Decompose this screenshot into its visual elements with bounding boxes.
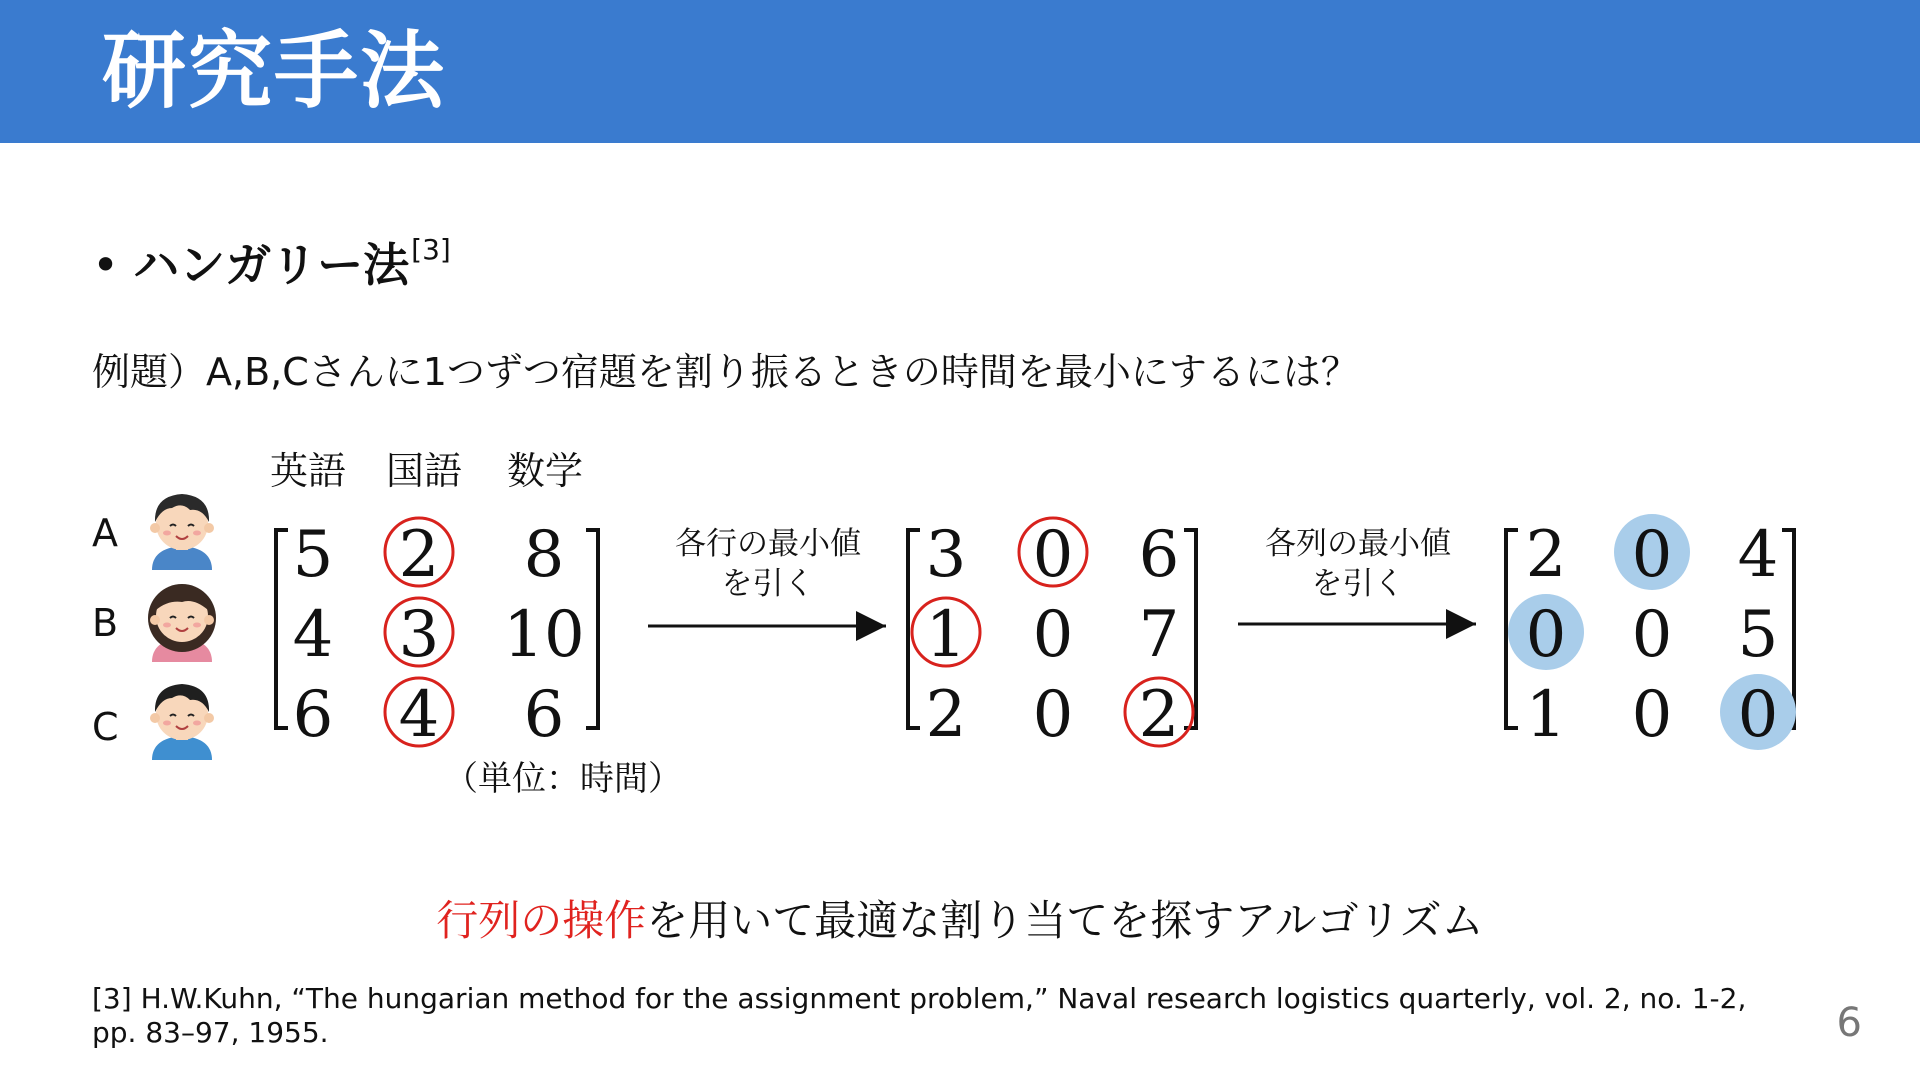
matrix-cell: 0 — [1631, 518, 1673, 592]
matrix-cell: 4 — [1737, 518, 1779, 592]
matrix-left-bracket — [908, 530, 920, 728]
matrix-cell: 4 — [398, 678, 440, 752]
matrix-cell: 0 — [1032, 518, 1074, 592]
matrix-cell: 7 — [1138, 598, 1180, 672]
person-label-c: C — [92, 705, 119, 749]
summary-highlight: 行列の操作 — [436, 896, 647, 945]
matrix-2 — [908, 518, 1196, 752]
matrix-cell: 10 — [503, 598, 585, 672]
matrix-left-bracket — [276, 530, 288, 728]
row-reduction-line2: を引く — [721, 566, 815, 602]
subject-math: 数学 — [507, 449, 584, 493]
matrix-1 — [276, 518, 598, 752]
matrix-cell: 5 — [292, 518, 334, 592]
citation-marker: [3] — [411, 233, 451, 266]
slide-title: 研究手法 — [102, 22, 447, 120]
matrix-cell: 6 — [292, 678, 334, 752]
matrix-cell: 3 — [925, 518, 967, 592]
matrix-cell: 2 — [1138, 678, 1180, 752]
matrix-cell: 2 — [925, 678, 967, 752]
matrices-layer — [276, 514, 1796, 752]
matrix-cell: 0 — [1032, 678, 1074, 752]
bullet-title: ハンガリー法 — [133, 238, 410, 292]
matrix-3 — [1506, 514, 1796, 752]
unit-note: （単位：時間） — [444, 759, 682, 799]
matrix-cell: 0 — [1631, 678, 1673, 752]
matrix-cell: 8 — [523, 518, 565, 592]
matrix-right-bracket — [586, 530, 598, 728]
matrix-cell: 2 — [398, 518, 440, 592]
reference-citation: [3] H.W.Kuhn, “The hungarian method for the assignment problem,” Naval research logistics quarterly, vol. 2, no. 1-2, pp. 83–97, 1955. — [92, 982, 1747, 1049]
example-question: 例題）A,B,Cさんに1つずつ宿題を割り振るときの時間を最小にするには？ — [92, 350, 1359, 394]
matrix-cell: 6 — [1138, 518, 1180, 592]
row-reduction-line1: 各行の最小値 — [675, 526, 861, 562]
column-reduction-label — [1248, 524, 1468, 604]
matrix-cell: 1 — [925, 598, 967, 672]
matrix-cell: 0 — [1032, 598, 1074, 672]
matrix-cell: 3 — [398, 598, 440, 672]
matrix-cell: 1 — [1525, 678, 1567, 752]
page-number: 6 — [1836, 1000, 1862, 1046]
matrix-cell: 6 — [523, 678, 565, 752]
person-label-b: B — [92, 601, 119, 645]
summary-text — [0, 892, 1920, 950]
column-reduction-line2: を引く — [1311, 566, 1405, 602]
column-reduction-line1: 各列の最小値 — [1265, 526, 1451, 562]
matrix-cell: 0 — [1525, 598, 1567, 672]
row-reduction-label — [658, 524, 878, 604]
matrix-cell: 0 — [1737, 678, 1779, 752]
summary-rest: を用いて最適な割り当てを探すアルゴリズム — [646, 896, 1484, 945]
matrix-cell: 4 — [292, 598, 334, 672]
matrix-cell: 2 — [1525, 518, 1567, 592]
matrix-cell: 0 — [1631, 598, 1673, 672]
person-label-a: A — [92, 511, 118, 555]
subject-english: 英語 — [270, 449, 347, 493]
subject-japanese: 国語 — [386, 449, 463, 493]
matrix-cell: 5 — [1737, 598, 1779, 672]
bullet-marker: • — [92, 238, 120, 292]
